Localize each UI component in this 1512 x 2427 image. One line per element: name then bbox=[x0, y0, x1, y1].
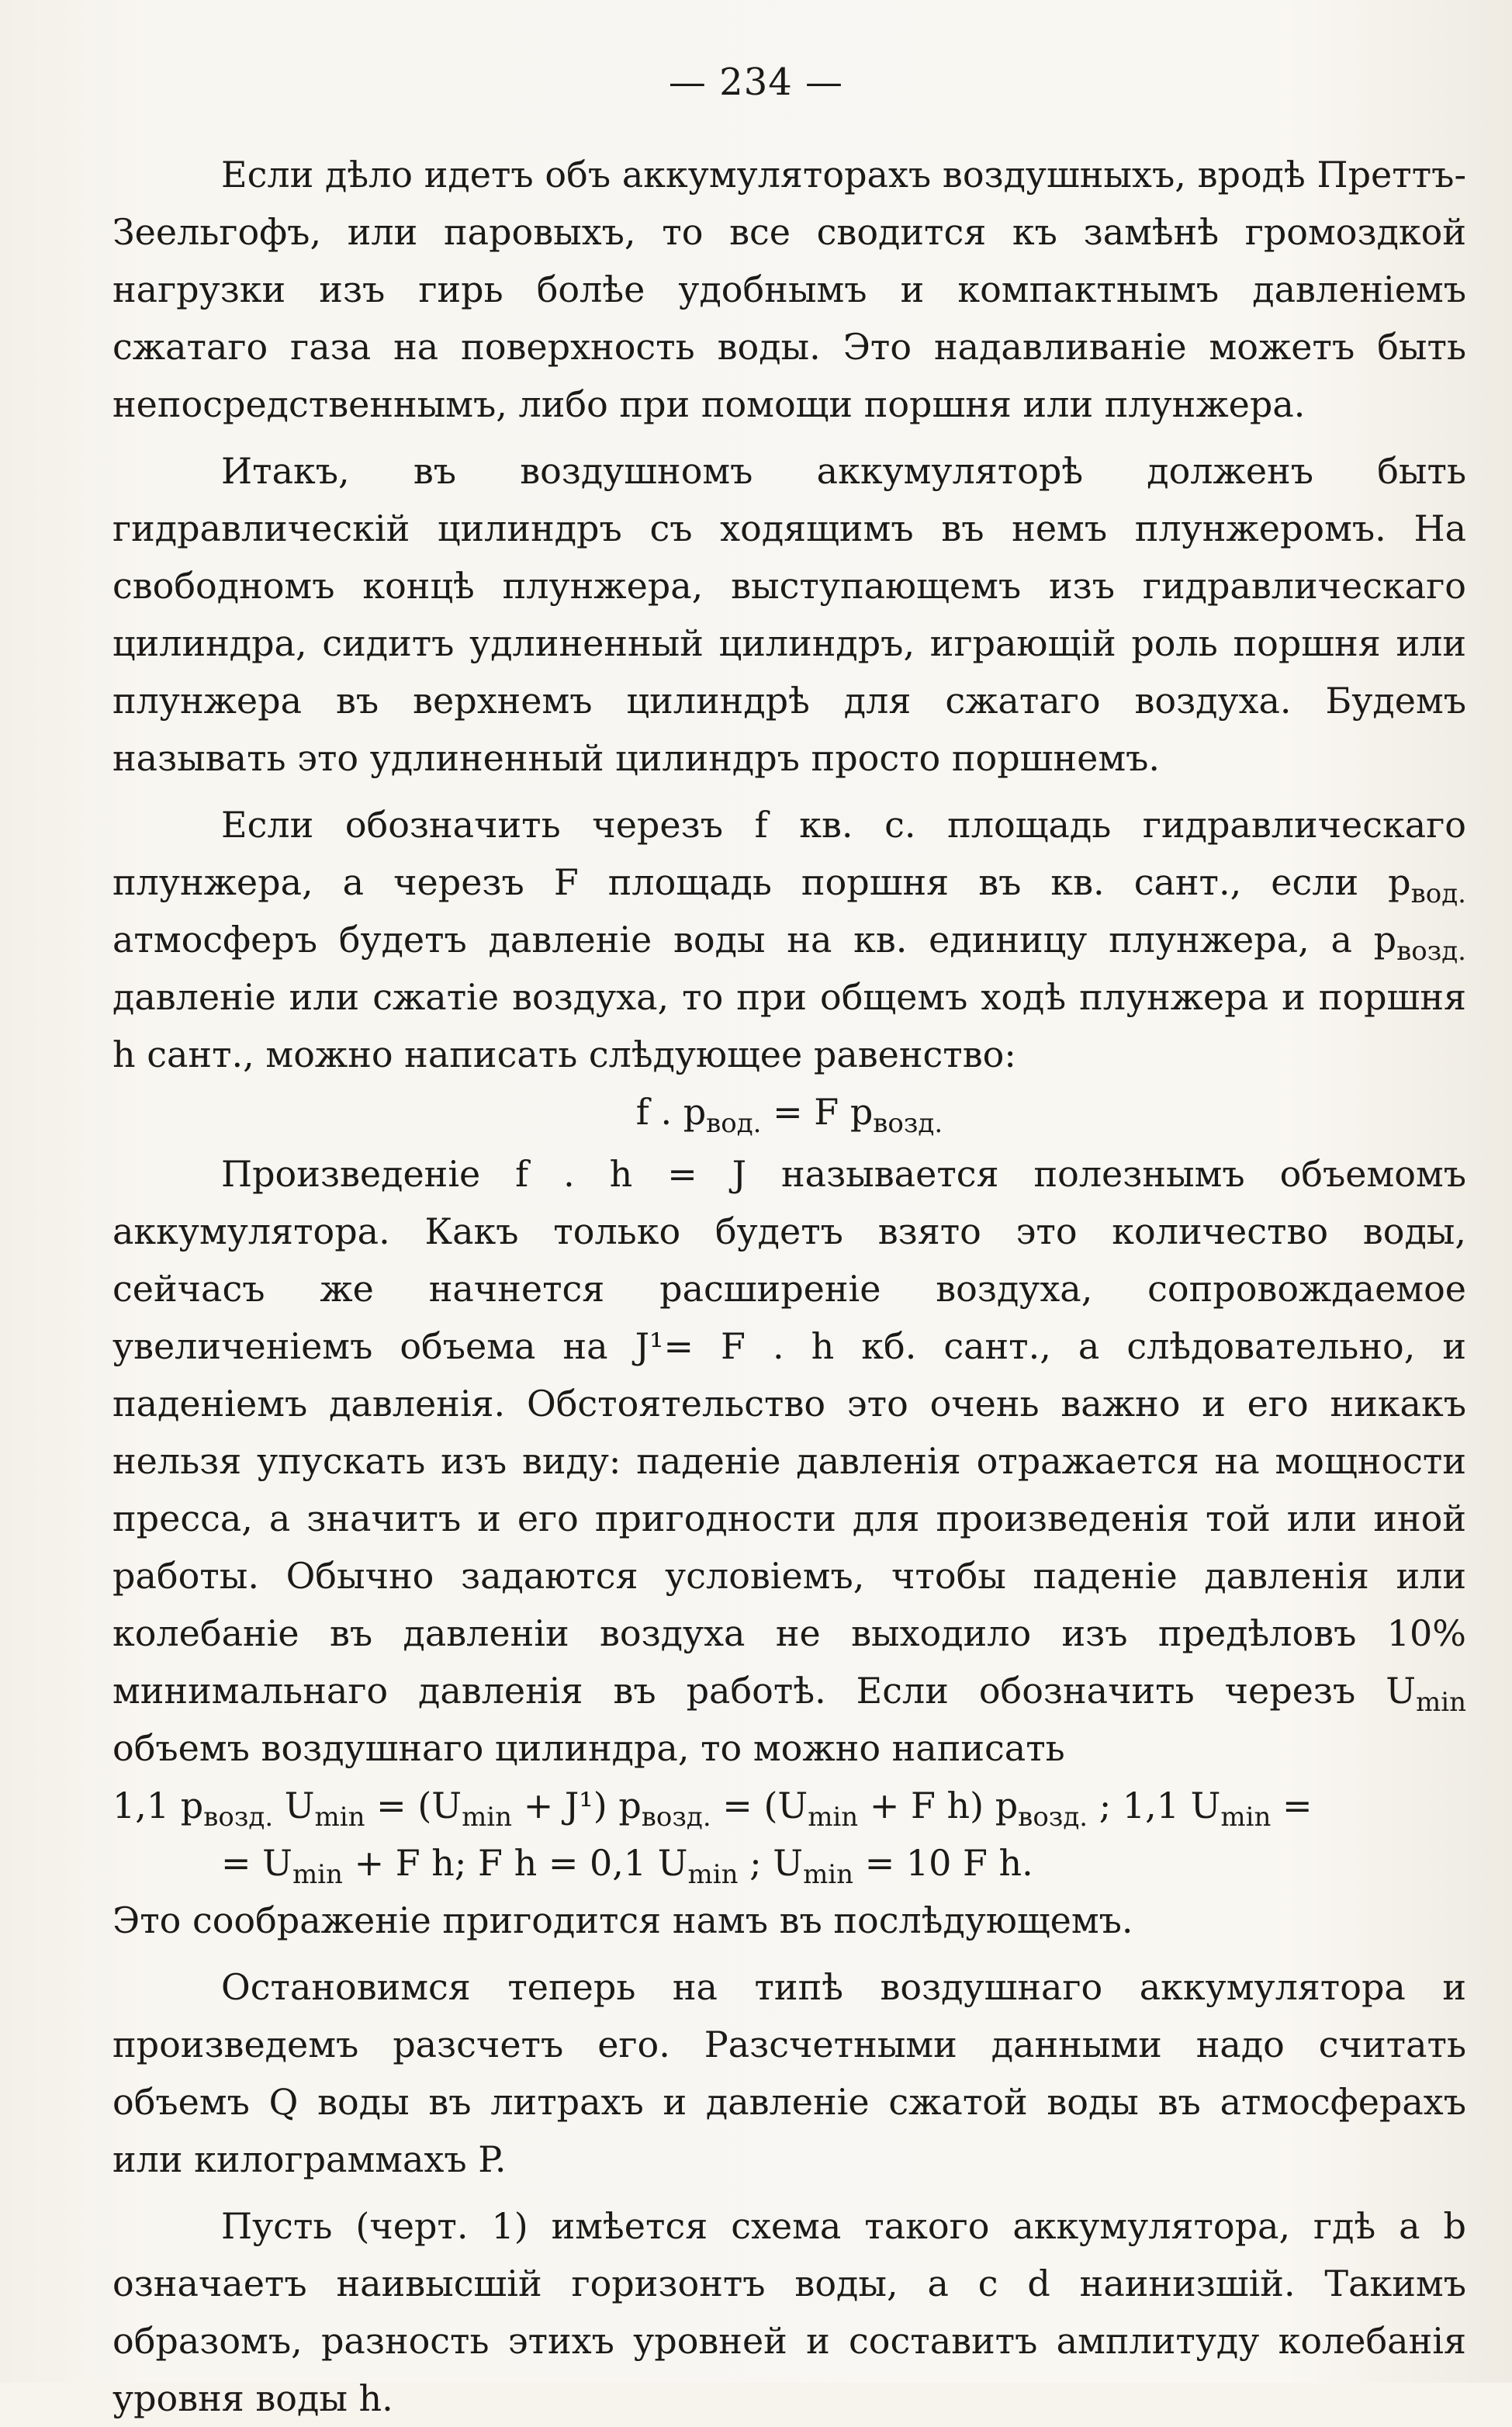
paragraph: Произведеніе f . h = J называется полезнымъ объемомъ аккумулятора. Какъ только будетъ взято это количество воды, сейчасъ же начнется расширеніе воздуха, сопровождаемое увеличеніемъ объема на J¹= F . h кб. сант., а слѣдовательно, и паденіемъ давленія. Обстоятельство это очень важно и его никакъ нельзя упускать изъ виду: паденіе давленія отражается на мощности пресса, а значитъ и его пригодности для произведенія той или иной работы. Обычно задаются условіемъ, чтобы паденіе давленія или колебаніе въ давленіи воздуха не выходило изъ предѣловъ 10% минимальнаго давленія въ работѣ. Если обозначить черезъ $U_{min}$ объемъ воздушнаго цилиндра, то можно написать bbox=[112, 1153, 1466, 1769]
page-number: — 234 — bbox=[668, 61, 844, 104]
paragraph: Это соображеніе пригодится намъ въ послѣдующемъ. bbox=[112, 1899, 1133, 1941]
document-body bbox=[112, 146, 1466, 2427]
paragraph: Остановимся теперь на типѣ воздушнаго аккумулятора и произведемъ разсчетъ его. Разсчетными данными надо считать объемъ Q воды въ литрахъ и давленіе сжатой воды въ атмосферахъ или килограммахъ P. bbox=[112, 1966, 1466, 2180]
formula: = $U_{min} + F$ h; F h = 0,1 $U_{min}$ ; $U_{min} = 10$ F h. bbox=[221, 1842, 1033, 1890]
paragraph: Если дѣло идетъ объ аккумуляторахъ воздушныхъ, вродѣ Преттъ-Зеельгофъ, или паровыхъ, то все сводится къ замѣнѣ громоздкой нагрузки изъ гирь болѣе удобнымъ и компактнымъ давленіемъ сжатаго газа на поверхность воды. Это надавливаніе можетъ быть непосредственнымъ, либо при помощи поршня или плунжера. bbox=[112, 154, 1466, 425]
paragraph: Если обозначить черезъ f кв. с. площадь гидравлическаго плунжера, а черезъ F площадь поршня въ кв. сант., если $p_{вод.}$ атмосферъ будетъ давленіе воды на кв. единицу плунжера, а $p_{возд.}$ давленіе или сжатіе воздуха, то при общемъ ходѣ плунжера и поршня h сант., можно написать слѣдующее равенство: bbox=[112, 804, 1466, 1075]
formula: 1,1 $p_{возд.}$ $U_{min} = (U_{min} + J^1) p_{возд.} = (U_{min} + F$ h) $p_{возд.}$ ; 1,1 $U_{min}$ = bbox=[112, 1785, 1313, 1833]
paragraph: Пусть (черт. 1) имѣется схема такого аккумулятора, гдѣ a b означаетъ наивысшій горизонтъ воды, а c d наинизшій. Такимъ образомъ, разность этихъ уровней и составитъ амплитуду колебанія уровня воды h. bbox=[112, 2205, 1466, 2419]
formula: f . $p_{вод.} = F$ $p_{возд.}$ bbox=[635, 1091, 943, 1139]
paragraph: Итакъ, въ воздушномъ аккумуляторѣ долженъ быть гидравлическій цилиндръ съ ходящимъ въ немъ плунжеромъ. На свободномъ концѣ плунжера, выступающемъ изъ гидравлическаго цилиндра, сидитъ удлиненный цилиндръ, играющій роль поршня или плунжера въ верхнемъ цилиндрѣ для сжатаго воздуха. Будемъ называть это удлиненный цилиндръ просто поршнемъ. bbox=[112, 450, 1466, 779]
